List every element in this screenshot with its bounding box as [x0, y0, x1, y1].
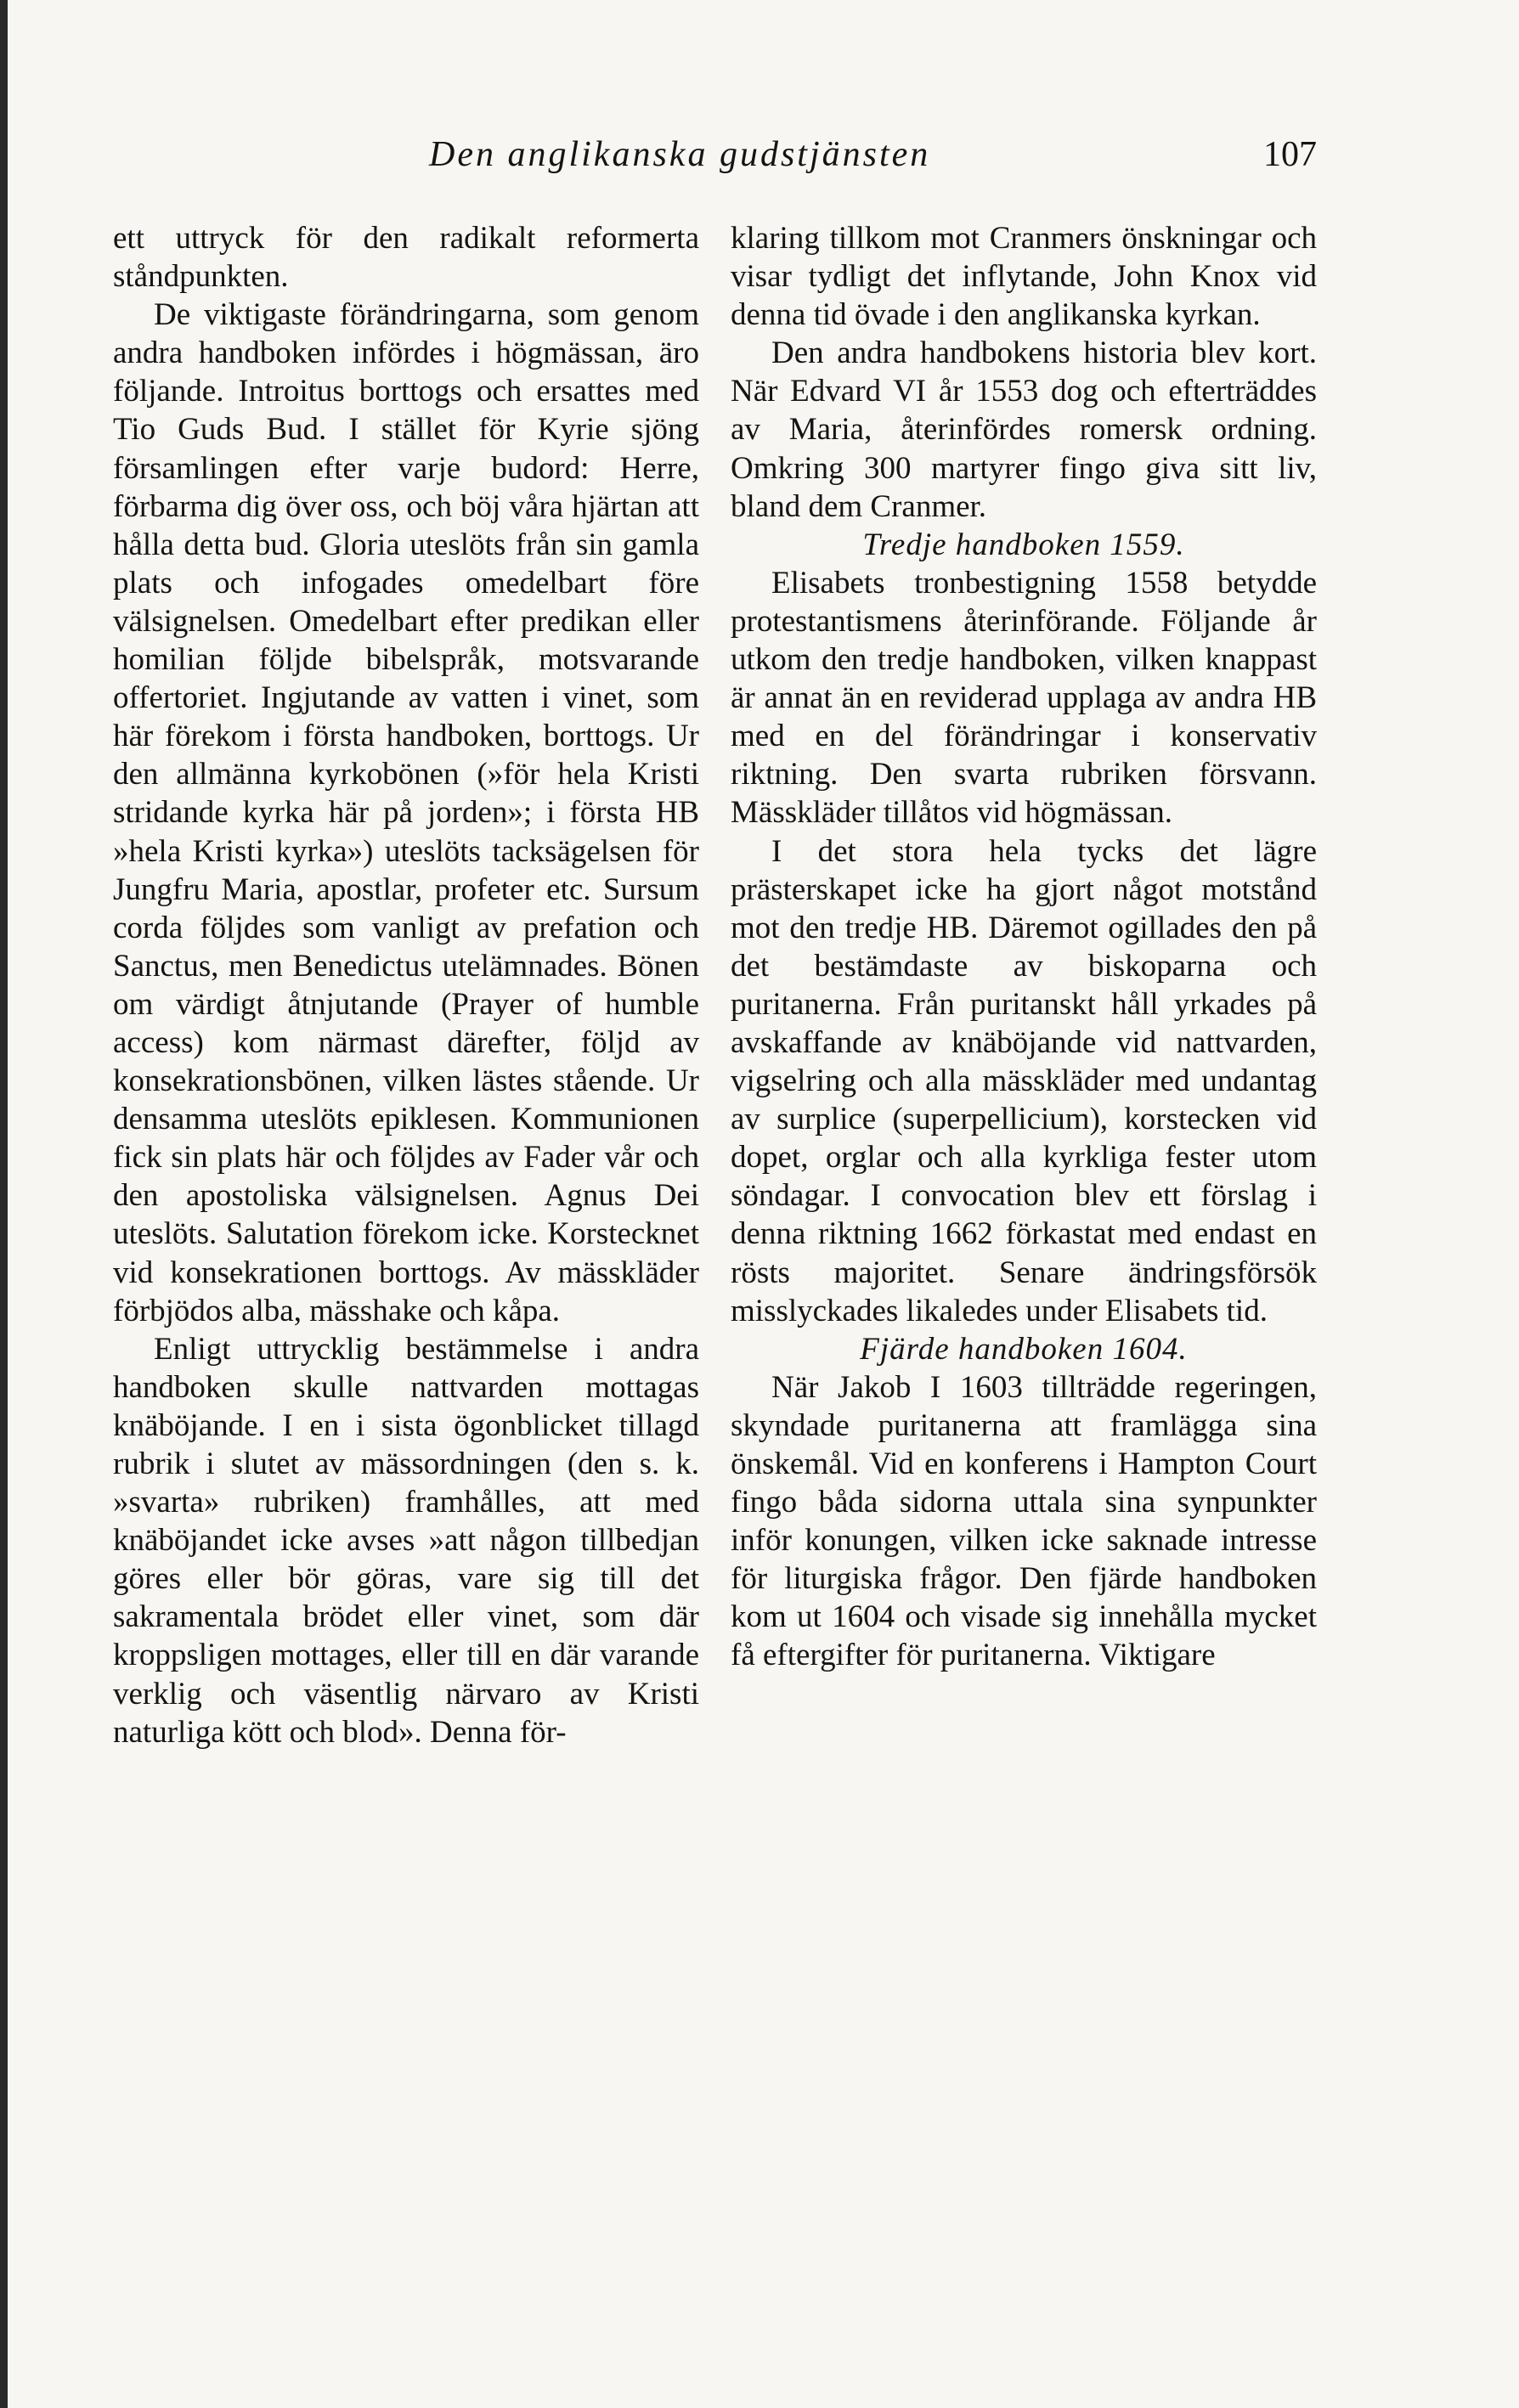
section-heading: Tredje handboken 1559. [862, 527, 1185, 562]
paragraph: Den andra handbokens historia blev kort. När Edvard VI år 1553 dog och efterträddes av Maria, återinfördes romersk ordning. Omkring 300 martyrer fingo giva sitt liv, bland dem Cranmer. [731, 336, 1317, 524]
paragraph: Elisabets tronbestigning 1558 betydde protestantismens återinförande. Följande år utkom den tredje handboken, vilken knappast är annat än en reviderad upplaga av andra HB med en del förändringar i konservativ riktning. Den svarta rubriken försvann. Mässkläder tillåtos vid högmässan. [731, 565, 1317, 831]
paragraph: De viktigaste förändringarna, som genom andra handboken infördes i högmässan, äro följande. Introitus borttogs och ersattes med Tio Guds Bud. I stället för Kyrie sjöng församlingen efter varje budord: Herre, förbarma dig över oss, och böj våra hjärtan att hålla detta bud. Gloria uteslöts från sin gamla plats och infogades omedelbart före välsignelsen. Omedelbart efter predikan eller homilian följde bibelspråk, motsvarande offertoriet. Ingjutande av vatten i vinet, som här förekom i första handboken, borttogs. Ur den allmänna kyrkobönen (»för hela Kristi stridande kyrka här på jorden»; i första HB »hela Kristi kyrka») uteslöts tacksägelsen för Jungfru Maria, apostlar, profeter etc. Sursum corda följdes som vanligt av prefation och Sanctus, men Benedictus utelämnades. Bönen om värdigt åtnjutande (Prayer of humble access) kom närmast därefter, följd av konsekrationsbönen, vilken lästes stående. Ur densamma uteslöts epiklesen. Kommunionen fick sin plats här och följdes av Fader vår och den apostoliska välsignelsen. Agnus Dei uteslöts. Salutation förekom icke. Korstecknet vid konsekrationen borttogs. Av mässkläder förbjödos alba, mässhake och kåpa. [113, 297, 699, 1328]
page-header [110, 134, 1317, 194]
section-heading: Fjärde handboken 1604. [860, 1331, 1188, 1367]
paragraph: När Jakob I 1603 tillträdde regeringen, skyndade puritanerna att framlägga sina önskemål. Vid en konferens i Hampton Court fingo båda sidorna uttala sina synpunkter inför konungen, vilken icke saknade intresse för liturgiska frågor. Den fjärde handboken kom ut 1604 och visade sig innehålla mycket få eftergifter för puritanerna. Viktigare [731, 1369, 1317, 1673]
paragraph: klaring tillkom mot Cranmers önskningar och visar tydligt det inflytande, John Knox vid denna tid övade i den anglikanska kyrkan. [731, 221, 1317, 333]
paragraph: ett uttryck för den radikalt reformerta ståndpunkten. [113, 221, 699, 295]
paragraph: Enligt uttrycklig bestämmelse i andra handboken skulle nattvarden mottagas knäböjande. I en i sista ögonblicket tillagd rubrik i slutet av mässordningen (den s. k. »svarta» rubriken) framhålles, att med knäböjandet icke avses »att någon tillbedjan göres eller bör göras, vare sig till det sakramentala brödet eller vinet, som där kroppsligen mottages, eller till en där varande verklig och väsentlig närvaro av Kristi naturliga kött och blod». Denna för- [113, 1331, 699, 1750]
left-column [113, 219, 699, 1751]
paragraph: I det stora hela tycks det lägre prästerskapet icke ha gjort något motstånd mot den tredje HB. Däremot ogillades den på det bestämdaste av biskoparna och puritanerna. Från puritanskt håll yrkades på avskaffande av knäböjande vid nattvarden, vigselring och alla mässkläder med undantag av surplice (superpellicium), korstecken vid dopet, orglar och alla kyrkliga fester utom söndagar. I convocation blev ett förslag i denna riktning 1662 förkastat med endast en rösts majoritet. Senare ändringsförsök misslyckades likaledes under Elisabets tid. [731, 833, 1317, 1328]
page-binding-edge [0, 0, 8, 2408]
right-column [731, 219, 1317, 1675]
running-title: Den anglikanska gudstjänsten [429, 135, 931, 174]
page-number: 107 [1263, 135, 1317, 174]
